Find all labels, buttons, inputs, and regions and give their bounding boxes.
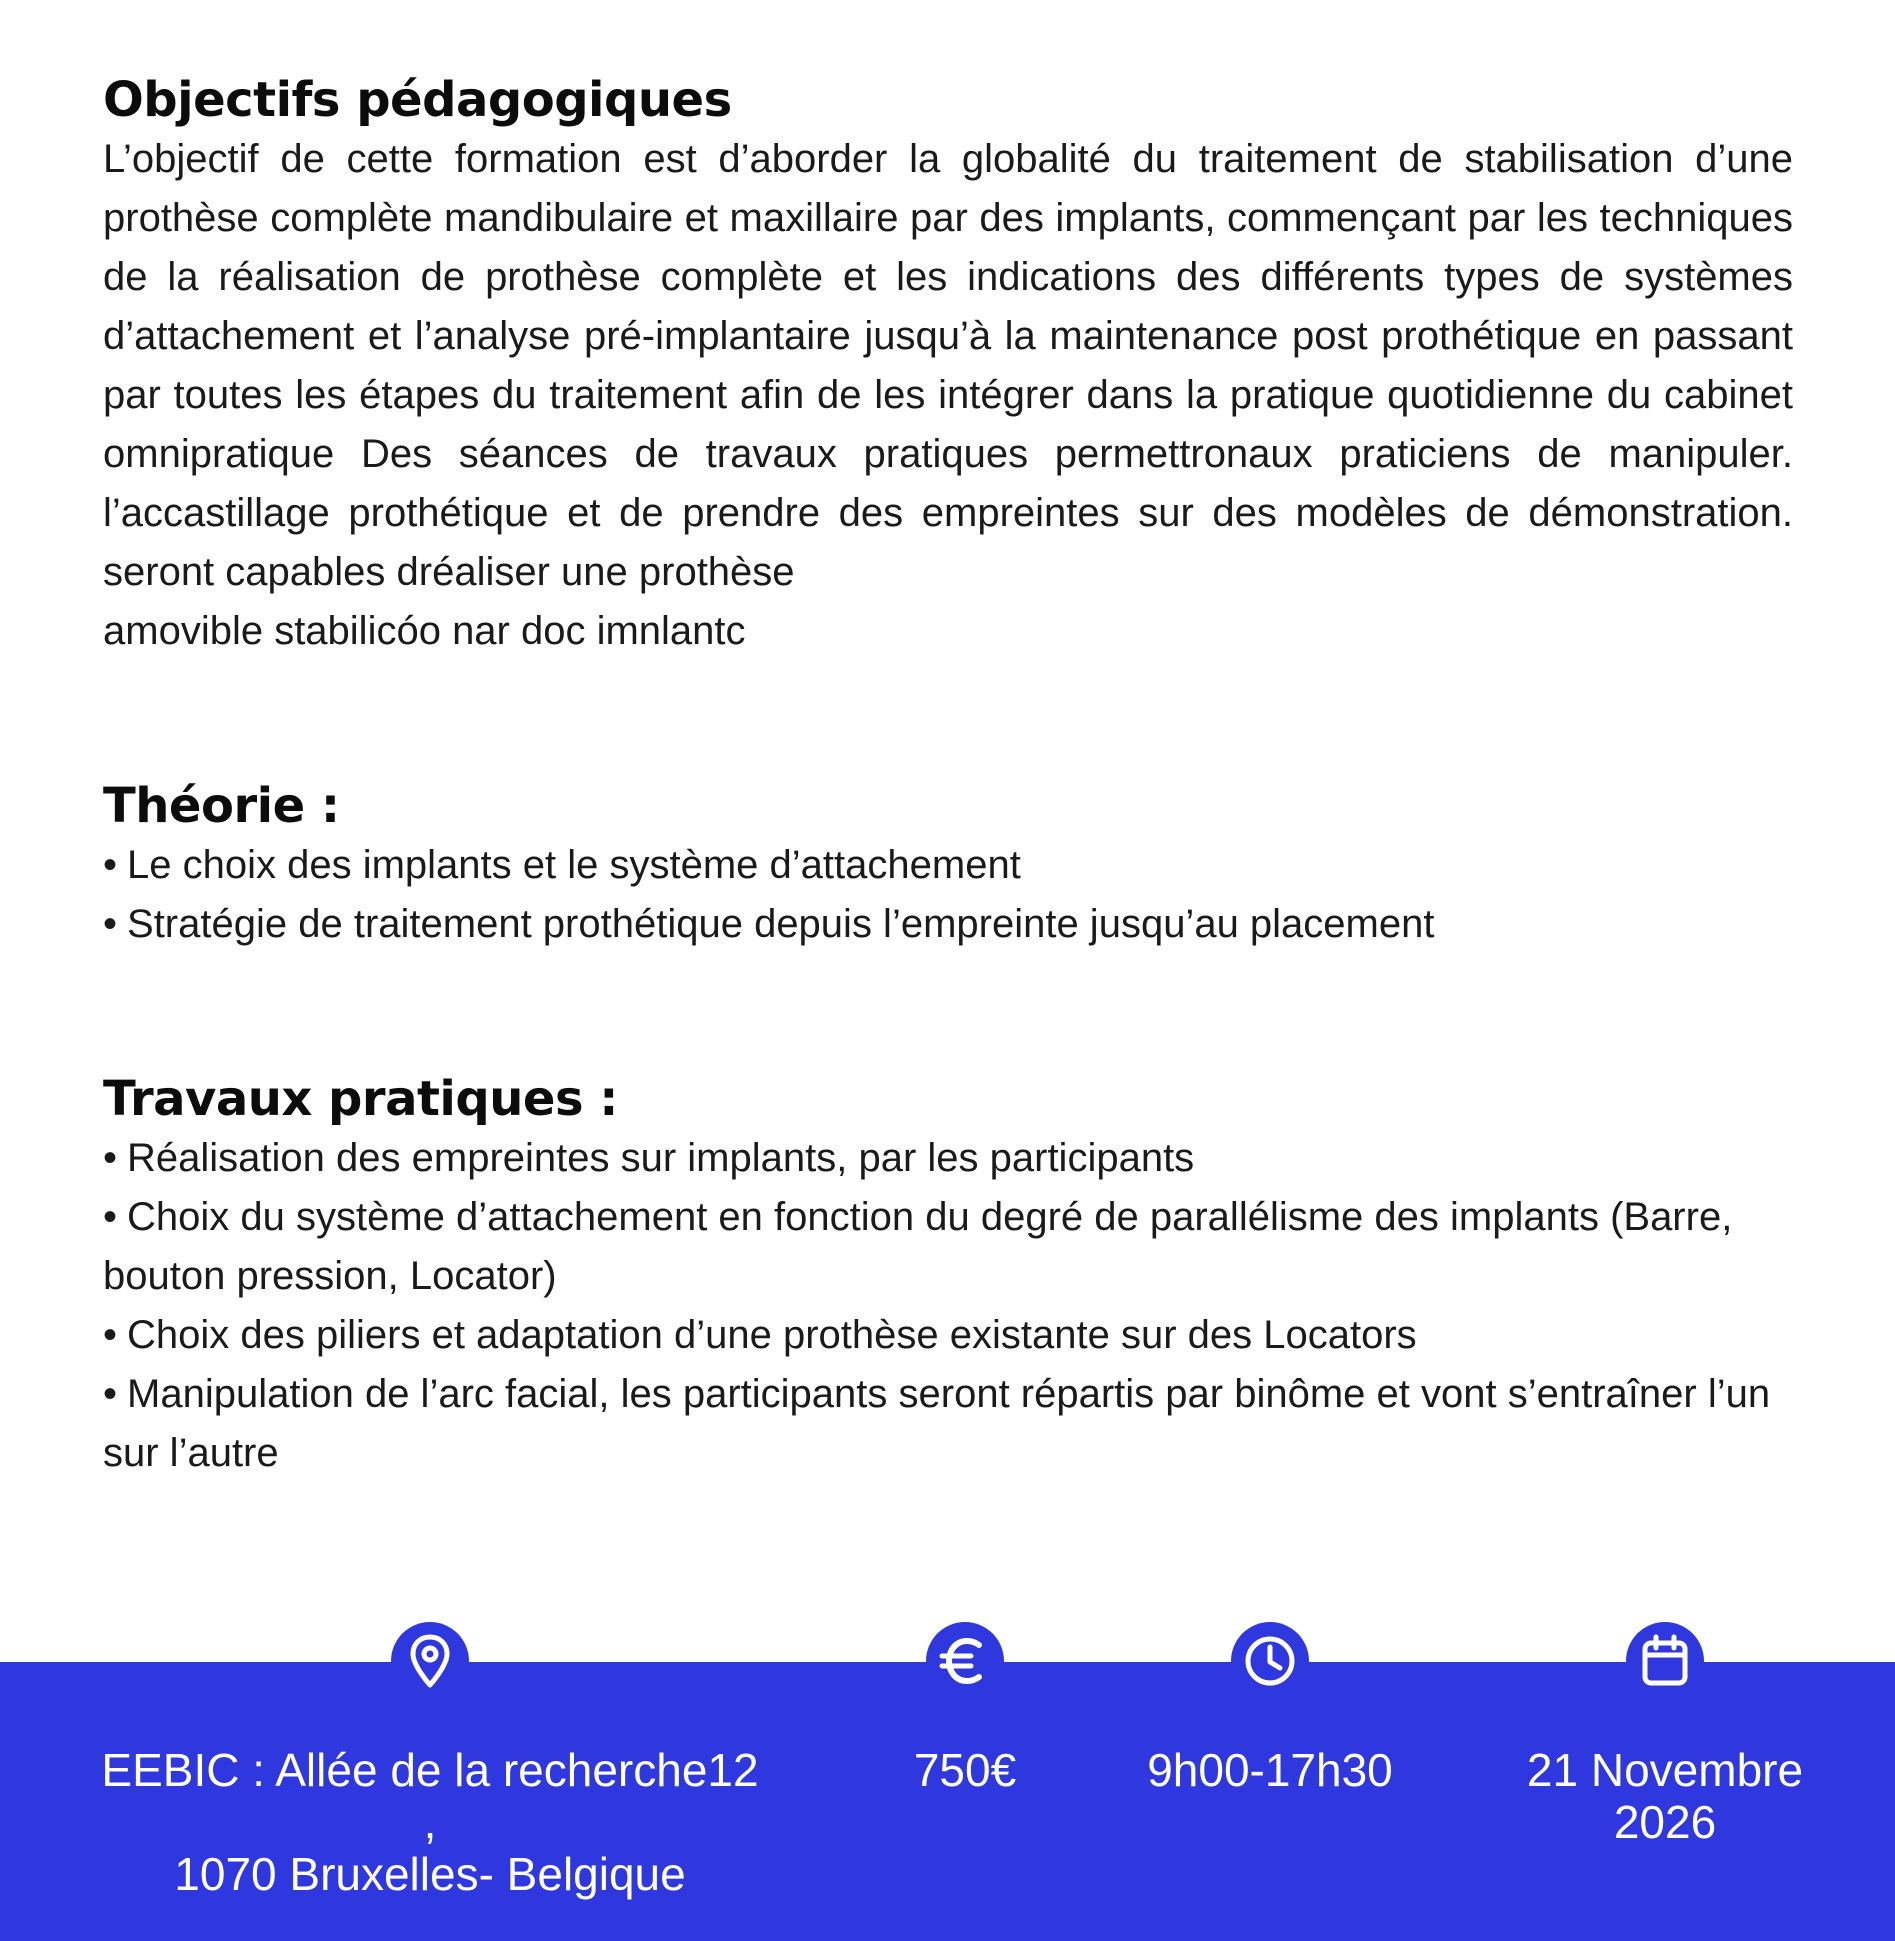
bullet: • (103, 843, 118, 887)
objectifs-section (103, 70, 1793, 661)
list-item-text: Choix des piliers et adaptation d’une prothèse existante sur des Locators (127, 1313, 1417, 1357)
objectifs-body-text: L’objectif de cette formation est d’aborder la globalité du traitement de stabilisation d’une prothèse complète mandibulaire et maxillaire par des implants, commençant par les techniques de la réalisation de prothèse complète et les indications des différents types de systèmes d’attachement et l’analyse pré-implantaire jusqu’à la maintenance post prothétique en passant par toutes les étapes du traitement afin de les intégrer dans la pratique quotidienne du cabinet omnipratique Des séances de travaux pratiques permettronaux praticiens de manipuler. l’accastillage prothétique et de prendre des empreintes sur des modèles de démonstration. seront capables dréaliser une prothèse (103, 137, 1793, 594)
info-time (1130, 1622, 1410, 1796)
list-item (103, 1188, 1793, 1306)
list-item (103, 1306, 1793, 1365)
list-item (103, 1129, 1793, 1188)
objectifs-body-last-line: amovible stabilicóo nar doc imnlantc (103, 609, 746, 653)
travaux-list (103, 1129, 1793, 1483)
date-text: 21 Novembre 2026 (1526, 1744, 1804, 1848)
list-item-text: Réalisation des empreintes sur implants, par les participants (127, 1136, 1195, 1180)
clock-icon (1231, 1622, 1309, 1700)
bullet: • (103, 1136, 118, 1180)
travaux-title: Travaux pratiques : (103, 1071, 618, 1127)
list-item (103, 836, 1793, 895)
theorie-section (103, 776, 1793, 954)
location-pin-icon (391, 1622, 469, 1700)
list-item-text: Choix du système d’attachement en fonction du degré de parallélisme des implants (Barre, bouton pression, Locator) (103, 1195, 1733, 1298)
objectifs-title: Objectifs pédagogiques (103, 72, 732, 128)
bullet: • (103, 902, 118, 946)
info-price (885, 1622, 1045, 1796)
list-item-text: Manipulation de l’arc facial, les participants seront répartis par binôme et vont s’entraîner l’un sur l’autre (103, 1372, 1771, 1475)
info-date (1500, 1622, 1830, 1848)
theorie-list (103, 836, 1793, 954)
bullet: • (103, 1195, 118, 1239)
time-text: 9h00-17h30 (1147, 1744, 1393, 1796)
main-content (103, 70, 1793, 1483)
list-item (103, 1365, 1793, 1483)
bullet: • (103, 1313, 118, 1357)
list-item (103, 895, 1793, 954)
bullet: • (103, 1372, 118, 1416)
location-text: EEBIC : Allée de la recherche12 , 1070 Bruxelles- Belgique (101, 1744, 759, 1900)
euro-icon (926, 1622, 1004, 1700)
price-text: 750€ (913, 1744, 1017, 1796)
travaux-section (103, 1069, 1793, 1483)
list-item-text: Stratégie de traitement prothétique depuis l’empreinte jusqu’au placement (127, 902, 1435, 946)
objectifs-body (103, 130, 1793, 661)
list-item-text: Le choix des implants et le système d’attachement (127, 843, 1021, 887)
calendar-icon (1626, 1622, 1704, 1700)
theorie-title: Théorie : (103, 778, 340, 834)
info-location (90, 1622, 770, 1900)
